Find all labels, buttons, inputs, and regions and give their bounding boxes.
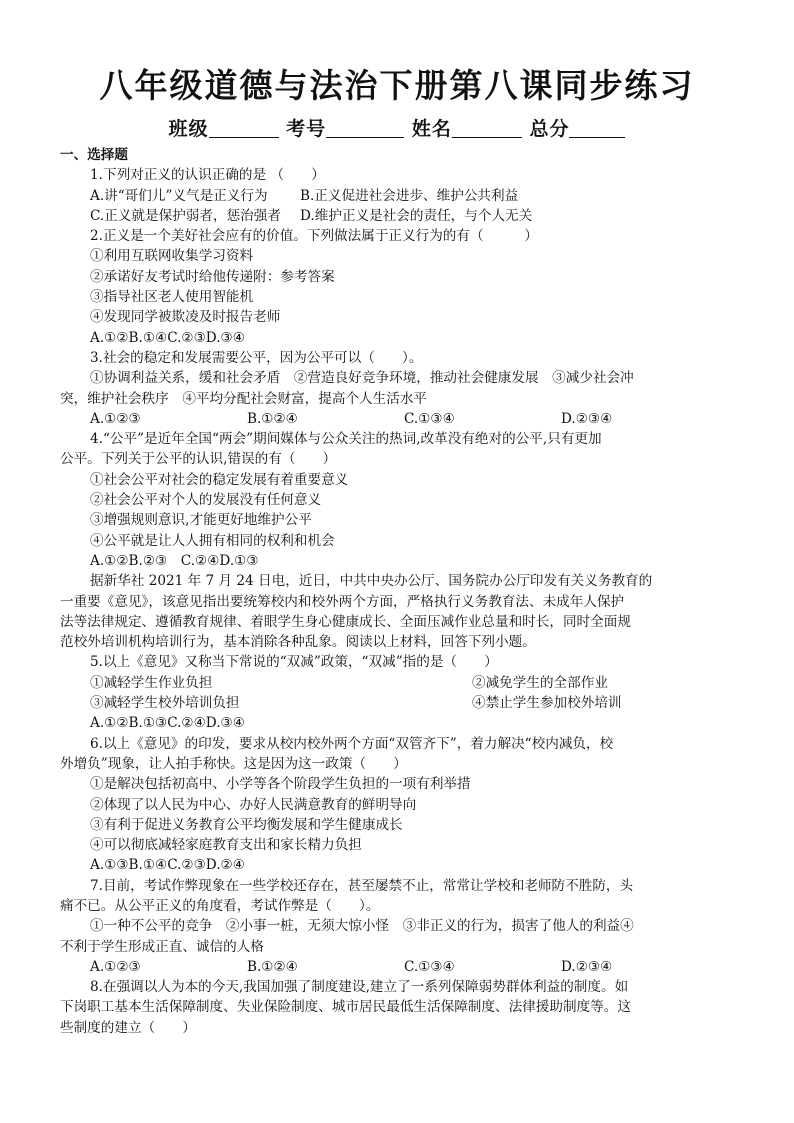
q4-item-4: ④公平就是让人人拥有相同的权利和机会	[90, 532, 335, 549]
q8-stem-line3: 些制度的建立（ ）	[60, 1019, 196, 1036]
q1-option-a: A.讲“哥们儿”义气是正义行为	[90, 187, 268, 204]
q2-stem: 2.正义是一个美好社会应有的价值。下列做法属于正义行为的有（ ）	[90, 228, 538, 245]
q7-options	[60, 957, 736, 977]
q7-stem-line1: 7.目前，考试作弊现象在一些学校还存在，甚至屡禁不止，常常让学校和老师防不胜防，头	[90, 877, 634, 894]
question-content	[60, 145, 736, 1038]
q1-options-row2	[60, 206, 736, 226]
q6-item-4: ④可以彻底减轻家庭教育支出和家长精力负担	[90, 837, 362, 854]
q5-stem: 5.以上《意见》又称当下常说的“双减”政策，“双减”指的是（ ）	[90, 654, 498, 671]
q7-stem-line2: 痛不已。从公平正义的角度看，考试作弊是（ ）。	[60, 897, 380, 914]
q2-item-3: ③指导社区老人使用智能机	[90, 289, 254, 306]
name-label: 姓名	[411, 118, 452, 140]
q5-item-2: ②减免学生的全部作业	[472, 674, 608, 691]
q1-stem: 1.下列对正义的认识正确的是 （ ）	[90, 167, 325, 184]
q4-stem-line1: 4.“公平”是近年全国“两会”期间媒体与公众关注的热词,改革没有绝对的公平,只有更加	[90, 431, 602, 448]
q8-stem-line1: 8.在强调以人为本的今天,我国加强了制度建设,建立了一系列保障弱势群体利益的制度。如	[90, 979, 629, 996]
q7-items-line2: 不利于学生形成正直、诚信的人格	[60, 938, 264, 955]
q5-item-1: ①减轻学生作业负担	[90, 674, 213, 691]
page-title: 八年级道德与法治下册第八课同步练习	[99, 66, 695, 105]
q3-stem: 3.社会的稳定和发展需要公平，因为公平可以（ ）。	[90, 349, 423, 366]
q5-items-row1	[60, 673, 736, 693]
q7-option-c: C.①③④	[404, 958, 455, 975]
material-line2: 一重要《意见》，该意见指出要统筹校内和校外两个方面，严格执行义务教育法、未成年人保护	[60, 593, 625, 610]
q4-options: A.①②B.②③ C.②④D.①③	[90, 552, 259, 569]
score-label: 总分	[529, 118, 570, 140]
q2-item-2: ②承诺好友考试时给他传递附：参考答案	[90, 268, 335, 285]
q6-item-2: ②体现了以人民为中心、办好人民满意教育的鲜明导向	[90, 796, 417, 813]
q4-item-2: ②社会公平对个人的发展没有任何意义	[90, 492, 322, 509]
class-label: 班级	[168, 118, 209, 140]
q1-options-row1	[60, 186, 736, 206]
material-line4: 范校外培训机构培训行为，基本消除各种乱象。阅读以上材料，回答下列小题。	[60, 634, 536, 651]
q2-item-1: ①利用互联网收集学习资料	[90, 248, 254, 265]
material-line1: 据新华社 2021 年 7 月 24 日电，近日，中共中央办公厅、国务院办公厅印发有关义务教育的	[90, 573, 653, 590]
q7-option-d: D.②③④	[561, 958, 613, 975]
q4-item-1: ①社会公平对社会的稳定发展有着重要意义	[90, 471, 349, 488]
q5-options: A.①②B.①③C.②④D.③④	[90, 715, 245, 732]
class-blank	[209, 119, 279, 138]
q4-item-3: ③增强规则意识,才能更好地维护公平	[90, 512, 312, 529]
q7-option-b: B.①②④	[247, 958, 298, 975]
exam-no-label: 考号	[286, 118, 327, 140]
q3-option-c: C.①③④	[404, 410, 455, 427]
q3-option-a: A.①②③	[90, 410, 141, 427]
q6-item-1: ①是解决包括初高中、小学等各个阶段学生负担的一项有利举措	[90, 776, 471, 793]
q6-stem-line1: 6.以上《意见》的印发，要求从校内校外两个方面“双管齐下”，着力解决“校内减负，校	[90, 735, 614, 752]
score-blank	[569, 119, 625, 138]
q5-item-4: ④禁止学生参加校外培训	[472, 695, 622, 712]
q8-stem-line2: 下岗职工基本生活保障制度、失业保险制度、城市居民最低生活保障制度、法律援助制度等。这	[60, 999, 631, 1016]
student-info-line	[0, 114, 794, 141]
q2-item-4: ④发现同学被欺凌及时报告老师	[90, 309, 281, 326]
name-blank	[452, 119, 522, 138]
q5-item-3: ③减轻学生校外培训负担	[90, 695, 240, 712]
q6-options: A.①③B.①④C.②③D.②④	[90, 857, 245, 874]
q1-option-d: D.维护正义是社会的责任，与个人无关	[300, 207, 533, 224]
q1-option-b: B.正义促进社会进步、维护公共利益	[300, 187, 519, 204]
q7-option-a: A.①②③	[90, 958, 141, 975]
q6-item-3: ③有利于促进义务教育公平均衡发展和学生健康成长	[90, 816, 403, 833]
q3-items-line2: 突，维护社会秩序 ④平均分配社会财富，提高个人生活水平	[60, 390, 428, 407]
q4-stem-line2: 公平。下列关于公平的认识,错误的有（ ）	[60, 451, 337, 468]
q3-option-d: D.②③④	[561, 410, 613, 427]
section-heading: 一、选择题	[60, 147, 128, 163]
q7-items-line1: ①一种不公平的竞争 ②小事一桩，无须大惊小怪 ③非正义的行为，损害了他人的利益④	[90, 918, 634, 935]
q6-stem-line2: 外增负”现象，让人拍手称快。这是因为这一政策（ ）	[60, 755, 407, 772]
q5-items-row2	[60, 693, 736, 713]
q3-option-b: B.①②④	[247, 410, 298, 427]
q2-options: A.①②B.①④C.②③D.③④	[90, 329, 245, 346]
exam-no-blank	[326, 119, 404, 138]
q3-options	[60, 409, 736, 429]
q1-option-c: C.正义就是保护弱者，惩治强者	[90, 207, 281, 224]
material-line3: 法等法律规定、遵循教育规律、着眼学生身心健康成长、全面压减作业总量和时长，同时全面规	[60, 613, 631, 630]
q3-items-line1: ①协调利益关系，缓和社会矛盾 ②营造良好竞争环境，推动社会健康发展 ③减少社会冲	[90, 370, 634, 387]
